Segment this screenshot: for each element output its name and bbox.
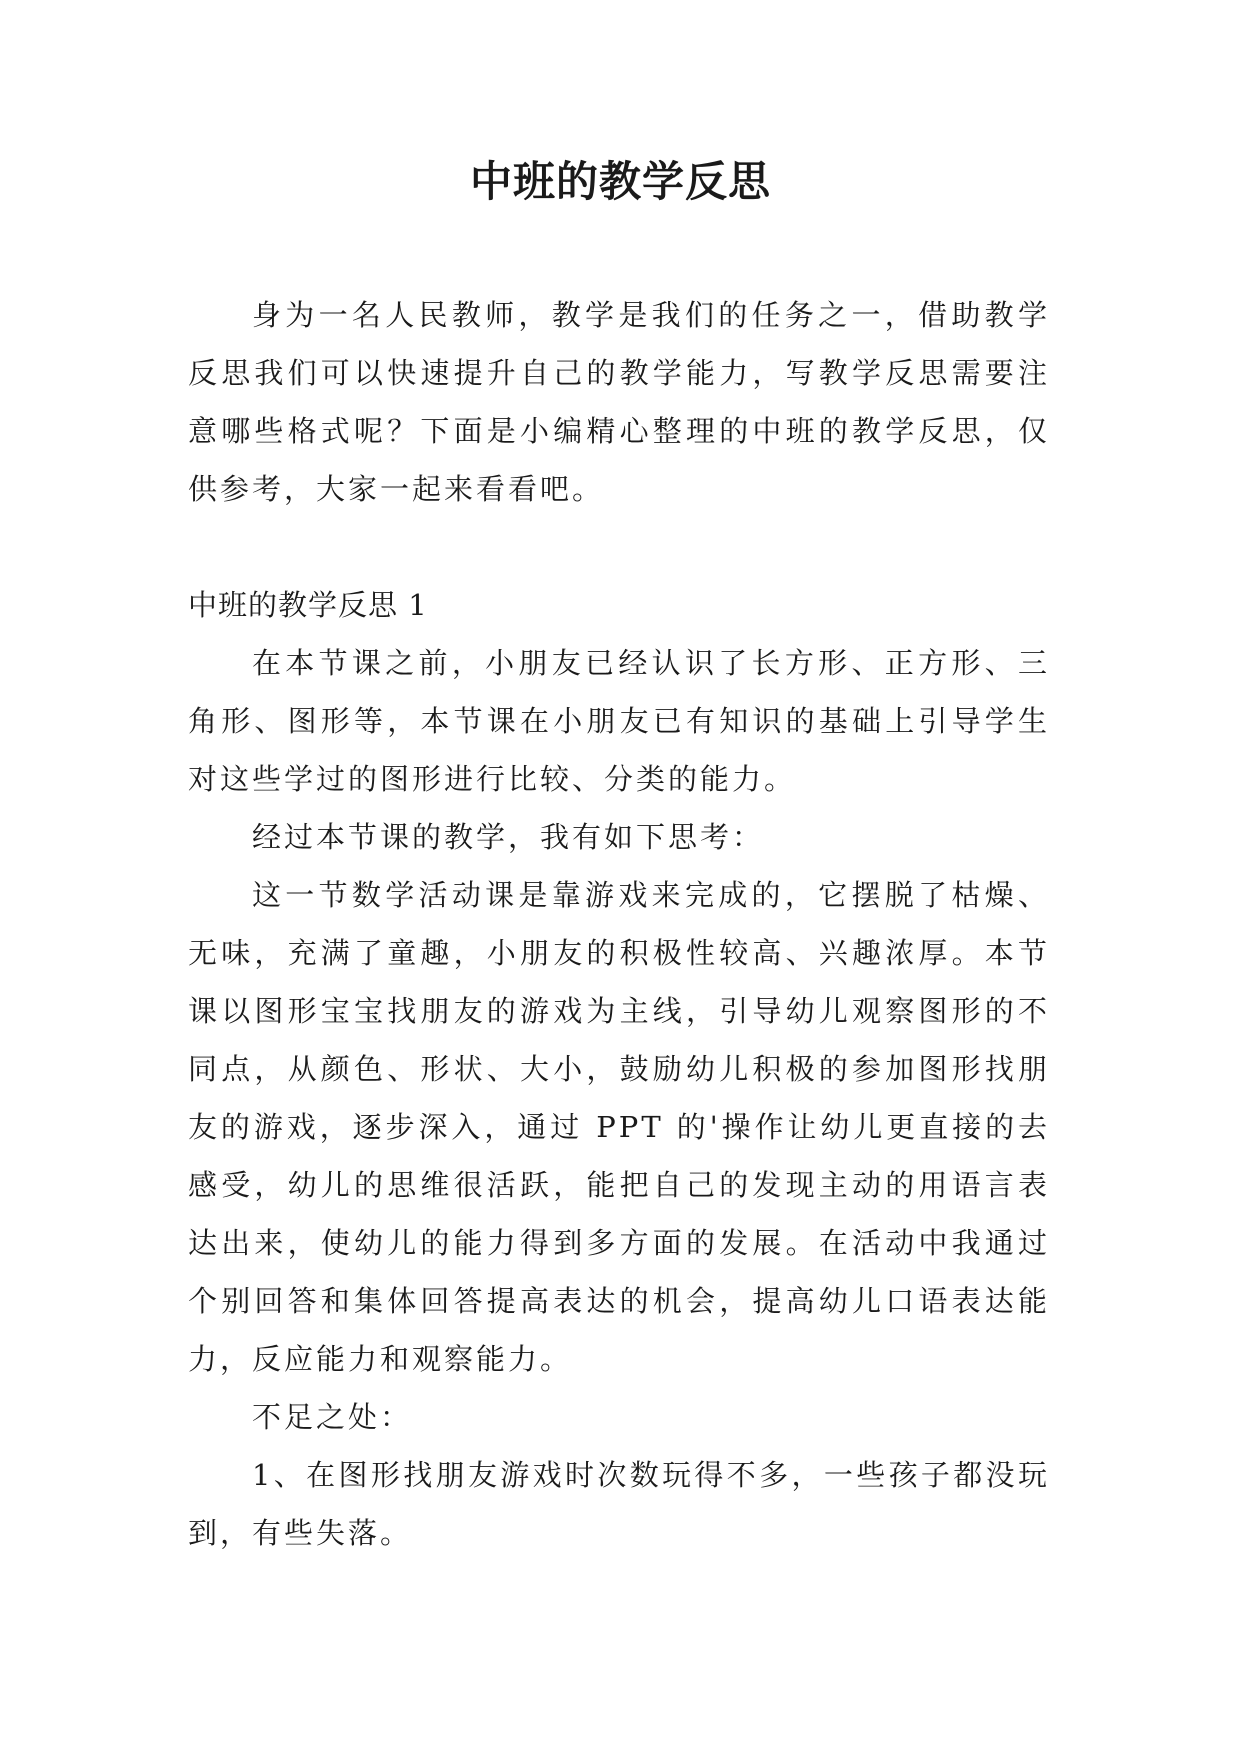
document-body [188,286,1050,1562]
document-title: 中班的教学反思 [469,157,771,206]
body-paragraph: 这一节数学活动课是靠游戏来完成的，它摆脱了枯燥、无味，充满了童趣，小朋友的积极性较高、兴趣浓厚。本节课以图形宝宝找朋友的游戏为主线，引导幼儿观察图形的不同点，从颜色、形状、大小，鼓励幼儿积极的参加图形找朋友的游戏，逐步深入，通过 PPT 的'操作让幼儿更直接的去感受，幼儿的思维很活跃，能把自己的发现主动的用语言表达出来，使幼儿的能力得到多方面的发展。在活动中我通过个别回答和集体回答提高表达的机会，提高幼儿口语表达能力，反应能力和观察能力。 [188,878,1050,1376]
intro-paragraph: 身为一名人民教师，教学是我们的任务之一，借助教学反思我们可以快速提升自己的教学能力，写教学反思需要注意哪些格式呢？下面是小编精心整理的中班的教学反思，仅供参考，大家一起来看看吧。 [188,298,1050,506]
body-paragraph: 不足之处： [252,1400,413,1434]
section-heading: 中班的教学反思 1 [188,588,428,622]
body-paragraph: 在本节课之前，小朋友已经认识了长方形、正方形、三角形、图形等，本节课在小朋友已有知识的基础上引导学生对这些学过的图形进行比较、分类的能力。 [188,646,1050,796]
body-paragraph: 经过本节课的教学，我有如下思考： [252,820,765,854]
body-paragraph: 1、在图形找朋友游戏时次数玩得不多，一些孩子都没玩到，有些失落。 [188,1458,1050,1550]
